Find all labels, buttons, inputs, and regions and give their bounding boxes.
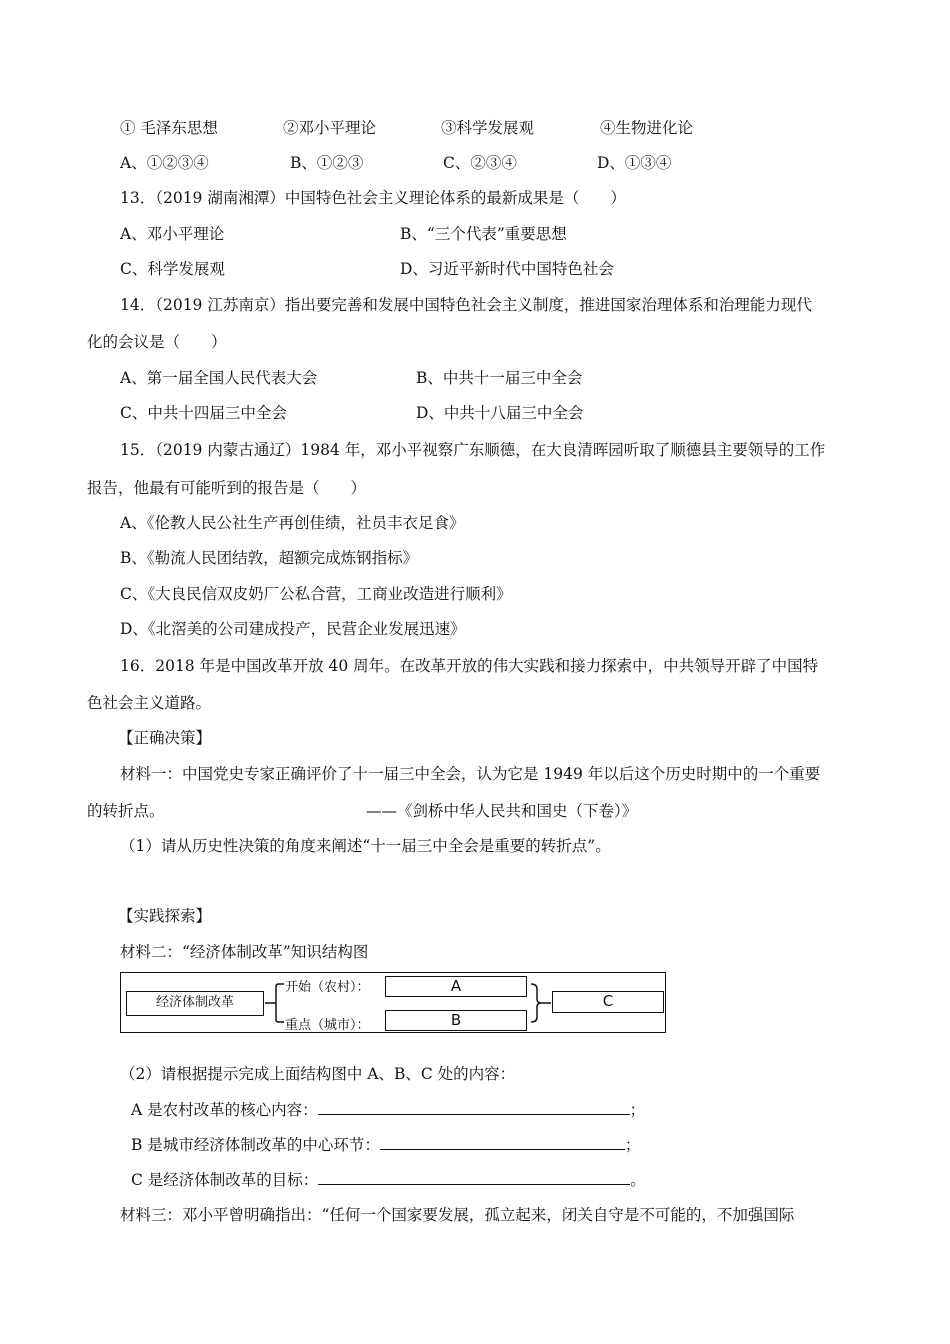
q12-item-4: ④生物进化论 <box>600 119 694 137</box>
q14-option-d: D、中共十八届三中全会 <box>416 404 584 422</box>
q12-item-2: ②邓小平理论 <box>283 119 377 137</box>
question-1: （1）请从历史性决策的角度来阐述“十一届三中全会是重要的转折点”。 <box>120 837 611 855</box>
q12-option-d: D、①③④ <box>597 154 672 172</box>
q12-item-1: ① 毛泽东思想 <box>120 119 218 137</box>
q16-intro-line2: 色社会主义道路。 <box>87 694 212 712</box>
fill-c-end: 。 <box>630 1171 646 1189</box>
diagram-box-c-label: C <box>602 992 614 1010</box>
diagram-box-b <box>385 1010 527 1031</box>
q14-option-a: A、第一届全国人民代表大会 <box>120 369 318 387</box>
q16-intro-line1: 16．2018 年是中国改革开放 40 周年。在改革开放的伟大实践和接力探索中，中共领导开辟了中国特 <box>120 657 819 675</box>
material2-title: 材料二：“经济体制改革”知识结构图 <box>120 943 369 961</box>
diagram-box-c <box>552 991 664 1013</box>
question-2: （2）请根据提示完成上面结构图中 A、B、C 处的内容： <box>120 1065 516 1083</box>
q15-stem-line2: 报告，他最有可能听到的报告是（ ） <box>87 479 367 497</box>
diagram-box-b-label: B <box>450 1011 462 1029</box>
q13-option-c: C、科学发展观 <box>120 260 225 278</box>
section-heading-practice: 【实践探索】 <box>118 907 212 925</box>
material1-line1: 材料一：中国党史专家正确评价了十一届三中全会，认为它是 1949 年以后这个历史时期中的一个重要 <box>120 765 821 783</box>
q12-option-b: B、①②③ <box>290 154 364 172</box>
diagram-branch-start-label: 开始（农村）： <box>285 980 370 995</box>
q14-stem-line2: 化的会议是（ ） <box>87 333 227 351</box>
section-heading-correct-decision: 【正确决策】 <box>118 729 212 747</box>
fill-b-prompt: B 是城市经济体制改革的中心环节： <box>131 1136 380 1154</box>
fill-a-blank[interactable] <box>318 1099 630 1115</box>
q12-option-c: C、②③④ <box>443 154 517 172</box>
q15-option-c: C、《大良民信双皮奶厂公私合营，工商业改造进行顺利》 <box>120 585 512 603</box>
q13-option-b: B、“三个代表”重要思想 <box>400 225 567 243</box>
material1-line2: 的转折点。 <box>87 802 165 820</box>
q12-item-3: ③科学发展观 <box>441 119 535 137</box>
q14-stem-line1: 14．（2019 江苏南京）指出要完善和发展中国特色社会主义制度，推进国家治理体系和治理能力现代 <box>120 296 812 314</box>
q14-option-b: B、中共十一届三中全会 <box>416 369 583 387</box>
fill-b-end: ； <box>624 1136 641 1154</box>
q15-option-a: A、《伦教人民公社生产再创佳绩，社员丰衣足食》 <box>120 514 465 532</box>
fill-a-end: ； <box>629 1101 646 1119</box>
fill-c-blank[interactable] <box>318 1169 630 1185</box>
fill-c-prompt: C 是经济体制改革的目标： <box>131 1171 319 1189</box>
material3-line1: 材料三：邓小平曾明确指出：“任何一个国家要发展，孤立起来，闭关自守是不可能的，不加强国际 <box>120 1206 795 1224</box>
q13-option-a: A、邓小平理论 <box>120 225 225 243</box>
fill-line-a <box>131 1099 645 1120</box>
diagram-branch-focus-label: 重点（城市）： <box>285 1018 370 1033</box>
knowledge-structure-diagram <box>120 972 666 1033</box>
fill-b-blank[interactable] <box>380 1134 625 1150</box>
diagram-root-box <box>126 991 264 1016</box>
diagram-box-a <box>385 976 527 997</box>
q13-stem: 13．（2019 湖南湘潭）中国特色社会主义理论体系的最新成果是（ ） <box>120 189 626 207</box>
q13-option-d: D、习近平新时代中国特色社会 <box>400 260 614 278</box>
fill-line-b <box>131 1134 640 1155</box>
material1-source: ——《剑桥中华人民共和国史（下卷）》 <box>366 802 638 820</box>
q15-stem-line1: 15．（2019 内蒙古通辽）1984 年，邓小平视察广东顺德，在大良清晖园听取了顺德县主要领导的工作 <box>120 441 826 459</box>
q14-option-c: C、中共十四届三中全会 <box>120 404 287 422</box>
fill-line-c <box>131 1169 646 1190</box>
q15-option-b: B、《勒流人民团结敦，超额完成炼钢指标》 <box>120 549 419 567</box>
fill-a-prompt: A 是农村改革的核心内容： <box>131 1101 318 1119</box>
diagram-box-a-label: A <box>450 977 462 995</box>
q15-option-d: D、《北滘美的公司建成投产，民营企业发展迅速》 <box>120 620 466 638</box>
diagram-root-label: 经济体制改革 <box>155 995 234 1010</box>
q12-option-a: A、①②③④ <box>120 154 209 172</box>
